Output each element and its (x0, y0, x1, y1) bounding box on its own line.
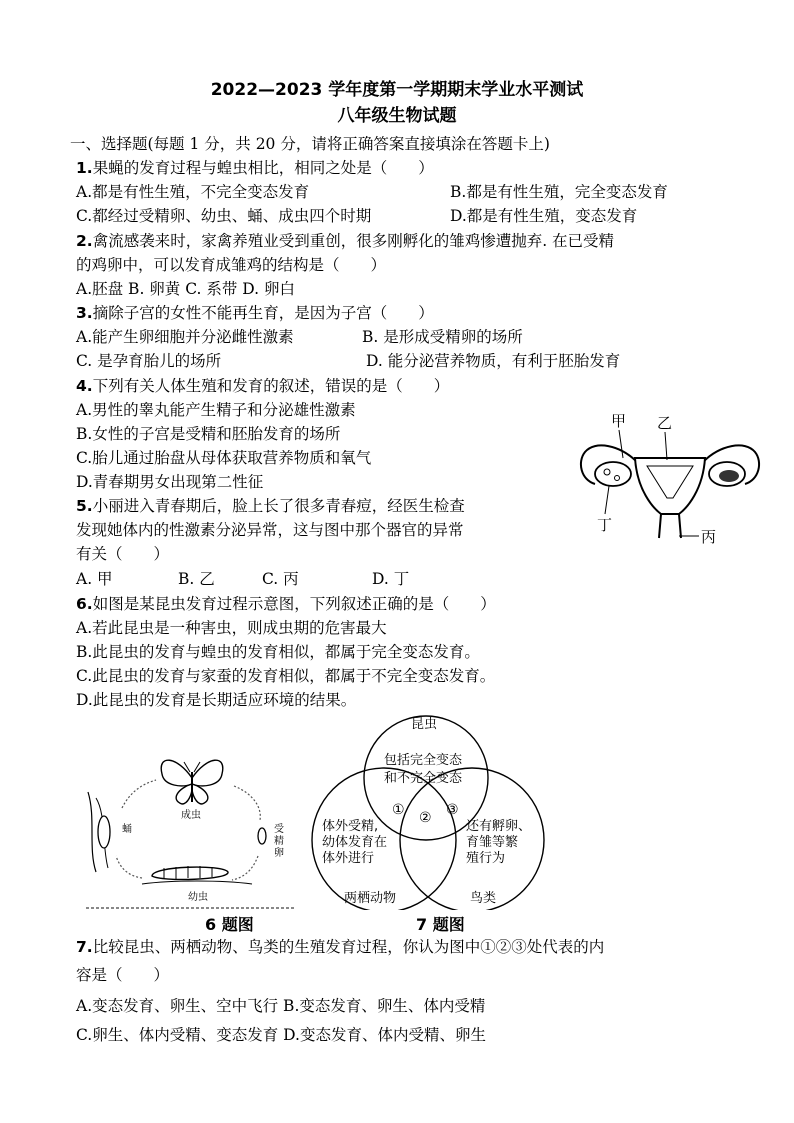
q3-option-c: C. 是孕育胎儿的场所 (76, 352, 222, 370)
q5-number: 5. (76, 497, 93, 515)
larva-icon (142, 866, 252, 884)
q2-text: 禽流感袭来时，家禽养殖业受到重创，很多刚孵化的雏鸡惨遭抛弃. 在已受精 (92, 232, 615, 250)
bird-label: 鸟类 (470, 891, 497, 906)
insect-label: 昆虫 (411, 717, 438, 732)
label-ding: 丁 (597, 516, 613, 534)
q1-number: 1. (76, 159, 93, 177)
q2-stem-line1 (76, 230, 614, 252)
label-jia: 甲 (611, 412, 627, 430)
insect-life-cycle-diagram (82, 748, 302, 913)
q1-text: 果蝇的发育过程与蝗虫相比，相同之处是（ ） (92, 159, 434, 177)
exam-title: 2022—2023 学年度第一学期期末学业水平测试 (210, 80, 584, 100)
pupa-label: 蛹 (122, 824, 132, 835)
bird-text-2: 育雏等繁 (466, 835, 519, 850)
q7-text: 比较昆虫、两栖动物、鸟类的生殖发育过程，你认为图中①②③处代表的内 (92, 938, 605, 956)
section-heading: 一、选择题(每题 1 分，共 20 分，请将正确答案直接填涂在答题卡上) (70, 135, 550, 153)
pointer-jia (619, 430, 623, 458)
bird-text-1: 还有孵卵、 (466, 819, 532, 834)
q3-option-d: D. 能分泌营养物质，有利于胚胎发育 (366, 352, 621, 370)
q3-option-b: B. 是形成受精卵的场所 (362, 328, 523, 346)
q6-option-d: D.此昆虫的发育是长期适应环境的结果。 (76, 691, 357, 709)
q3-text: 摘除子宫的女性不能再生育，是因为子宫（ ） (92, 304, 434, 322)
q3-stem (76, 302, 434, 324)
q1-stem (76, 157, 434, 179)
ovary-left (595, 462, 631, 486)
amphibian-text-1: 体外受精, (322, 819, 379, 834)
ovary-right-body (719, 470, 739, 482)
fig7-caption: 7 题图 (416, 915, 465, 934)
label-bing: 丙 (701, 528, 717, 546)
cycle-arrow-egg-larva (232, 856, 258, 880)
larva-label: 幼虫 (188, 892, 208, 903)
marker-1: ① (392, 802, 405, 818)
insect-text-2: 和不完全变态 (384, 771, 463, 786)
q5-stem-line3: 有关（ ） (76, 545, 170, 563)
bird-text-3: 殖行为 (466, 851, 506, 866)
egg-label: 受精卵 (274, 824, 284, 859)
q5-option-a: A. 甲 (76, 570, 113, 588)
marker-3: ③ (446, 802, 459, 818)
q7-stem-line2: 容是（ ） (76, 966, 170, 984)
female-reproductive-diagram (575, 410, 765, 550)
q4-option-c: C.胎儿通过胎盘从母体获取营养物质和氧气 (76, 449, 372, 467)
label-yi: 乙 (657, 414, 673, 432)
q7-options-ab: A.变态发育、卵生、空中飞行 B.变态发育、卵生、体内受精 (76, 997, 486, 1015)
fig6-caption: 6 题图 (205, 915, 254, 934)
q6-option-a: A.若此昆虫是一种害虫，则成虫期的危害最大 (76, 619, 387, 637)
q6-option-b: B.此昆虫的发育与蝗虫的发育相似，都属于完全变态发育。 (76, 643, 480, 661)
pointer-ding (605, 486, 609, 514)
q5-option-c: C. 丙 (262, 570, 299, 588)
q5-option-b: B. 乙 (178, 570, 215, 588)
q1-option-d: D.都是有性生殖，变态发育 (450, 207, 638, 225)
q2-options: A.胚盘 B. 卵黄 C. 系带 D. 卵白 (76, 280, 296, 298)
butterfly-icon (161, 760, 223, 804)
q5-stem-line1 (76, 495, 465, 517)
q7-number: 7. (76, 938, 93, 956)
q6-option-c: C.此昆虫的发育与家蚕的发育相似，都属于不完全变态发育。 (76, 667, 496, 685)
q4-option-b: B.女性的子宫是受精和胚胎发育的场所 (76, 425, 341, 443)
vagina (659, 514, 681, 538)
q6-number: 6. (76, 595, 93, 613)
q2-stem-line2: 的鸡卵中，可以发育成雏鸡的结构是（ ） (76, 256, 387, 274)
q7-options-cd: C.卵生、体内受精、变态发育 D.变态发育、体内受精、卵生 (76, 1026, 486, 1044)
q1-option-b: B.都是有性生殖，完全变态发育 (450, 183, 668, 201)
insect-text-1: 包括完全变态 (384, 753, 463, 768)
q7-stem-line1 (76, 936, 604, 958)
q6-stem (76, 593, 496, 615)
marker-2: ② (419, 810, 432, 826)
q3-number: 3. (76, 304, 93, 322)
amphibian-text-3: 体外进行 (322, 851, 375, 866)
pointer-yi (665, 432, 667, 460)
adult-label: 成虫 (181, 810, 201, 821)
amphibian-label: 两栖动物 (344, 891, 397, 906)
amphibian-text-2: 幼体发育在 (322, 835, 388, 850)
cycle-arrow-pupa-adult (122, 780, 156, 808)
pupa-icon (88, 792, 110, 872)
q6-text: 如图是某昆虫发育过程示意图，下列叙述正确的是（ ） (92, 595, 496, 613)
q4-number: 4. (76, 377, 93, 395)
q1-option-c: C.都经过受精卵、幼虫、蛹、成虫四个时期 (76, 207, 372, 225)
q5-stem-line2: 发现她体内的性激素分泌异常，这与图中那个器官的异常 (76, 521, 464, 539)
cycle-arrow-adult-egg (234, 786, 260, 820)
q4-text: 下列有关人体生殖和发育的叙述，错误的是（ ） (92, 377, 450, 395)
q4-option-d: D.青春期男女出现第二性征 (76, 473, 264, 491)
exam-subtitle: 八年级生物试题 (337, 106, 457, 126)
q5-option-d: D. 丁 (372, 570, 410, 588)
q3-option-a: A.能产生卵细胞并分泌雌性激素 (76, 328, 294, 346)
cycle-arrow-larva-pupa (116, 856, 142, 878)
q2-number: 2. (76, 232, 93, 250)
q4-stem (76, 375, 449, 397)
q4-option-a: A.男性的睾丸能产生精子和分泌雄性激素 (76, 401, 356, 419)
q1-option-a: A.都是有性生殖，不完全变态发育 (76, 183, 310, 201)
egg-icon (258, 828, 266, 844)
q5-text: 小丽进入青春期后，脸上长了很多青春痘，经医生检查 (92, 497, 465, 515)
venn-diagram (300, 710, 570, 910)
